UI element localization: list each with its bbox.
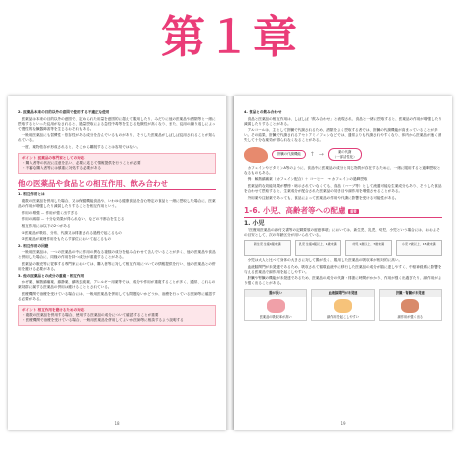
left-page (8, 96, 226, 430)
organ-illustration (334, 299, 352, 313)
left-page-content (18, 110, 216, 329)
right-intro-text (244, 110, 442, 144)
point-box-items (22, 313, 212, 323)
paragraph: 医薬品の販売等に従事する専門家においては、購入者等に対して相互作用についての情報提供を行い、他の医薬品との併用を避ける必要がある。 (18, 261, 216, 272)
subsection-title: 1. 小児 (244, 219, 265, 227)
paragraph-heading: 2. 医薬品本来の目的以外の意図で使用する不適正な使用 (18, 110, 110, 114)
children-intro-text (244, 228, 442, 238)
point-item: ・複数の医薬品を併用する場合、使用する医薬品の成分について確認することが重要 (22, 313, 159, 318)
important-badge: 重要 (350, 209, 357, 214)
paragraph: 肝臓や腎臓の機能が未発達であるため、医薬品の成分の代謝・排泄に時間がかかり、作用が強く出過ぎたり、副作用がより強く出ることがある。 (244, 276, 442, 286)
children-characteristics-table (244, 289, 442, 320)
point-box-title: ポイント 相互作用を避けるための対応 (22, 308, 85, 313)
paragraph: ②医薬品が薬理作用をもたらす部位において起こるもの (18, 237, 112, 242)
paragraph: 医薬品的な効能効果が標榜・暗示されていなくても、食品（ハーブ等）として流通可能な生薬成分もあり、そうした食品を合わせて摂取すると、生薬成分が配合された医薬品の効き目や副作用を増強させることがある。 (244, 183, 442, 193)
paragraph: ①医薬品が吸収、分布、代謝又は排泄される過程で起こるもの (18, 230, 122, 235)
paragraph: かぜ薬、解熱鎮痛薬、鎮静薬、鎮咳去痰薬、アレルギー用薬等では、成分や作用が重複することが多く、通常、これらの薬効群に属する医薬品の併用は避けることとされている。 (18, 280, 216, 290)
section-heading-interactions: 他の医薬品や食品との相互作用、飲み合わせ (18, 179, 216, 190)
right-arrow-icon: → (318, 150, 324, 158)
point-box-title: ポイント 医薬品の専門家としての対応 (22, 156, 85, 161)
age-group-box (244, 240, 291, 256)
table-cell-body: 副作用を起こしやすい (327, 314, 359, 319)
liver-illustration (244, 147, 268, 163)
paragraph: 例：解熱鎮痛薬（カフェイン配合）＋ コーヒー → カフェインの過剰摂取 (244, 177, 368, 182)
liver-label: 肝臓の代謝機能 (272, 150, 306, 158)
children-body-text (244, 258, 442, 286)
subsection-children (244, 221, 442, 226)
table-cell-head: 腸が長い (245, 290, 306, 296)
age-classification-figure (244, 240, 442, 256)
paragraph: 医療機関で治療を受けている場合には、一般用医薬品を併用しても問題ないかどうか、治療を行っている医師等に確認する必要がある。 (18, 291, 216, 302)
paragraph: 食品と医薬品の相互作用は、しばしば「飲み合わせ」と表現され、食品と一緒に摂取すると、医薬品の作用が増強したり減弱したりすることがある。 (244, 116, 442, 126)
paragraph: 一般用医薬品は、一つの医薬品の中に作用の異なる複数の成分を組み合わせて含んでいることが多く、他の医薬品や食品と併用した場合に、同様の作用を持つ成分が重複することがある。 (18, 250, 216, 260)
paragraph: 小児は大人と比べて身体の大きさに対して腸が長く、服用した医薬品の吸収率が相対的に高い。 (244, 257, 403, 262)
left-body-text (18, 192, 216, 302)
point-box-items (22, 161, 212, 171)
paragraph: 複数の医薬品を併用した場合、又は保健機能食品や、いわゆる健康食品を含む特定の食品と一緒に摂取した場合に、医薬品の作用が増強したり減弱したりすることを相互作用という。 (18, 199, 216, 209)
age-group-label: 新生児 生後4週未満 (253, 241, 281, 246)
age-group-label: 幼児 1歳以上、7歳未満 (352, 241, 385, 246)
age-group-box (295, 240, 342, 256)
metabolism-bubble: 薬の代謝 （一部活性化） (328, 148, 362, 161)
right-body-text (244, 166, 442, 201)
organ-illustration (401, 299, 419, 313)
paragraph: 血液脳関門が未発達であるため、吸収されて循環血液中に移行した医薬品の成分が脳に達しやすく、中枢神経系に影響を与える医薬品で副作用を起こしやすい。 (244, 264, 442, 274)
paragraph: カフェインやビタミンA等のように、食品中に医薬品の成分と同じ物質が存在するために、一緒に服用すると過剰摂取となるものもある。 (244, 165, 441, 175)
age-group-box (396, 240, 443, 256)
book-gutter (226, 96, 234, 430)
organ-illustration (267, 299, 285, 313)
liver-figure (244, 147, 442, 163)
table-cell (311, 289, 374, 320)
table-cell-head: 血液脳関門が未発達 (312, 290, 373, 296)
page-number-left: 18 (114, 421, 120, 426)
point-item: ・不審な購入者等には慎重に対処する必要がある (22, 166, 102, 171)
table-cell-head: 肝臓・腎臓が未発達 (380, 290, 441, 296)
page-number-right: 19 (340, 421, 346, 426)
paragraph: 一般用医薬品にも習慣性・依存性がある成分を含んでいるものがあり、そうした医薬品がしばしば乱用されることが知られている。 (18, 133, 216, 143)
chapter-title: 第１章 (161, 12, 299, 63)
point-item: ・購入者等の状況に注意を払い、必要に応じて情報提供を行うことが必要 (22, 161, 141, 166)
section-heading-children-elderly (244, 206, 442, 218)
table-cell (379, 289, 442, 320)
paragraph: アルコールは、主として肝臓で代謝されるため、酒類をよく摂取する者では、肝臓の代謝機能が高まっていることが多い。その結果、肝臓で代謝されるアセトアミノフェンなどでは、通常よりも代謝されやすくなり、体内から医薬品が速く消失して十分な薬効が得られなくなることがある。 (244, 128, 442, 143)
paragraph: 作用の増強 … 作用が強く出すぎる (18, 210, 78, 215)
table-cell (244, 289, 307, 320)
paragraph: 相互作用には以下の2つがある (18, 223, 71, 228)
right-page-content (244, 110, 442, 321)
age-group-label: 小児 7歳以上、15歳未満 (401, 241, 436, 246)
point-item: ・医療機関で治療を受けている場合、一般用医薬品を併用してよいか医師等に相談するよう説明する (22, 318, 184, 323)
table-cell-body: 医薬品の吸収率が高い (259, 314, 292, 319)
paragraph-heading: 2. 相互作用の回避 (18, 243, 49, 248)
up-arrow-icon: ↑ (309, 150, 315, 158)
left-point-box-2 (18, 305, 216, 326)
paragraph: 外用薬や注射薬であっても、食品によって医薬品の作用や代謝に影響を受ける可能性がある。 (244, 195, 399, 200)
table-cell-body: 副作用が強く出る (397, 314, 424, 319)
paragraph-heading: 1. 相互作用とは (18, 192, 45, 197)
right-page (234, 96, 452, 430)
left-point-box-1 (18, 153, 216, 174)
age-group-box (345, 240, 392, 256)
paragraph: 作用の減弱 … 十分な効果が得られない、などの不都合を生じる (18, 217, 125, 222)
age-group-label: 乳児 生後4週以上、1歳未満 (298, 241, 337, 246)
paragraph-heading: 4. 食品との飲み合わせ (244, 110, 282, 114)
paragraph: 「医療用医薬品の添付文書等の記載要領の留意事項」においては、新生児、乳児、幼児、小児という場合には、おおよその目安として、次の年齢区分が用いられている。 (244, 227, 440, 237)
paragraph-heading: 3. 他の医薬品との成分の重複・相互作用 (18, 273, 85, 278)
left-intro-text (18, 110, 216, 150)
paragraph: 医薬品は本来の目的以外の意図で、定められた用量を意図的に超えて服用したり、みだりに他の医薬品や酒類等と一緒に摂取するといった乱用がなされると、過量摂取による急性中毒等を生じる危険性が高くなり、また、乱用の繰り返しによって慢性的な臓器障害等を生じるおそれもある。 (18, 116, 216, 131)
section-title: 1-6. 小児、高齢者等への配慮 (244, 205, 346, 215)
paragraph: 一度、薬物依存が形成されると、そこから離脱することは容易ではない。 (18, 145, 141, 150)
book-spread (8, 96, 452, 430)
